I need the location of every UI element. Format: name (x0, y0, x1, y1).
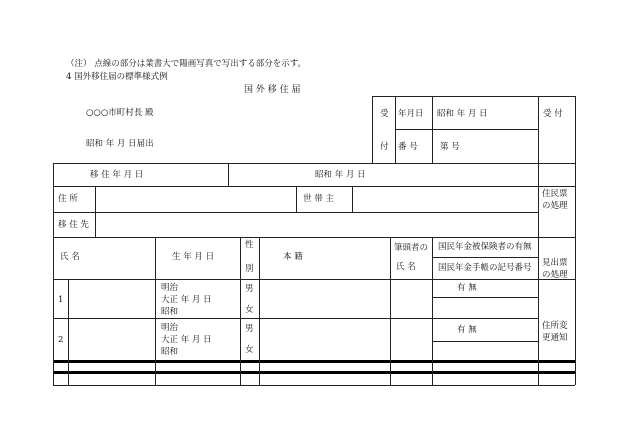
grid-line (372, 96, 373, 163)
birth-era-2: 大正 年 月 日 (161, 295, 212, 305)
birth-era-1: 明治 (161, 323, 179, 333)
destination-label: 移 住 先 (58, 220, 89, 230)
sex-female: 女 (245, 345, 254, 355)
grid-line (432, 237, 433, 385)
col-pension-2: 国民年金手帳の記号番号 (438, 263, 532, 273)
birth-era-2: 大正 年 月 日 (161, 335, 212, 345)
grid-line (240, 237, 241, 385)
sex-female: 女 (245, 305, 254, 315)
section-heading: 4 国外移住届の標準様式例 (66, 72, 168, 82)
col-head-2: 氏 名 (396, 262, 416, 272)
number-value: 第 号 (440, 142, 460, 152)
thick-rule (53, 371, 575, 374)
address-label: 住 所 (58, 194, 78, 204)
change-notice: 住所変 更通知 (542, 321, 568, 343)
grid-line (575, 96, 576, 385)
grid-line (53, 318, 539, 319)
col-head-1: 筆頭者の (394, 243, 429, 253)
grid-line (296, 186, 297, 212)
sex-male: 男 (245, 284, 254, 294)
row-number: 2 (58, 335, 64, 345)
filed-date: 昭和 年 月 日届出 (86, 139, 154, 149)
grid-line (155, 237, 156, 385)
grid-line (538, 96, 539, 385)
col-birth: 生 年 月 日 (172, 252, 215, 262)
grid-line (352, 186, 353, 212)
grid-line (395, 96, 396, 163)
grid-line (372, 96, 575, 97)
col-domicile: 本 籍 (283, 252, 303, 262)
grid-line (53, 186, 575, 187)
note-text: （注） 点線の部分は業書大で陽画写真で写出する部分を示す。 (66, 59, 307, 69)
grid-line (259, 237, 260, 385)
grid-line (228, 163, 229, 186)
grid-line (395, 129, 538, 130)
grid-line (390, 237, 391, 385)
addressee: ○○○市町村長 殿 (86, 108, 154, 118)
col-sex-1: 性 (245, 240, 254, 250)
pension-status: 有 無 (457, 283, 477, 293)
col-sex-2: 別 (245, 264, 254, 274)
move-date-label: 移 住 年 月 日 (90, 170, 144, 180)
row-number: 1 (58, 295, 64, 305)
grid-line (432, 257, 539, 258)
receipt-stamp: 受 付 (543, 109, 563, 119)
ymd-label: 年月日 (398, 109, 424, 119)
grid-line (432, 297, 539, 298)
grid-line (68, 279, 69, 385)
receipt-label: 受 (380, 109, 389, 119)
stamp-label: 付 (380, 142, 389, 152)
householder-label: 世 帯 主 (303, 194, 334, 204)
pension-status: 有 無 (457, 325, 477, 335)
visa-processing: 見出票 の処理 (542, 258, 568, 280)
grid-line (432, 96, 433, 163)
sex-male: 男 (245, 324, 254, 334)
grid-line (53, 163, 54, 385)
birth-era-1: 明治 (161, 283, 179, 293)
grid-line (53, 385, 575, 386)
move-date-value: 昭和 年 月 日 (315, 170, 366, 180)
resident-processing: 住民票 の処理 (542, 189, 568, 211)
number-label: 番 号 (398, 142, 418, 152)
thick-rule (53, 360, 575, 363)
grid-line (53, 237, 575, 238)
birth-era-3: 昭和 (161, 307, 179, 317)
grid-line (53, 163, 575, 164)
grid-line (53, 279, 575, 280)
col-pension-1: 国民年金被保険者の有無 (438, 242, 532, 252)
grid-line (432, 341, 539, 342)
col-name: 氏 名 (60, 252, 80, 262)
grid-line (53, 212, 539, 213)
receipt-date: 昭和 年 月 日 (437, 109, 488, 119)
birth-era-3: 昭和 (161, 347, 179, 357)
grid-line (95, 186, 96, 237)
form-title: 国 外 移 住 届 (244, 85, 301, 95)
